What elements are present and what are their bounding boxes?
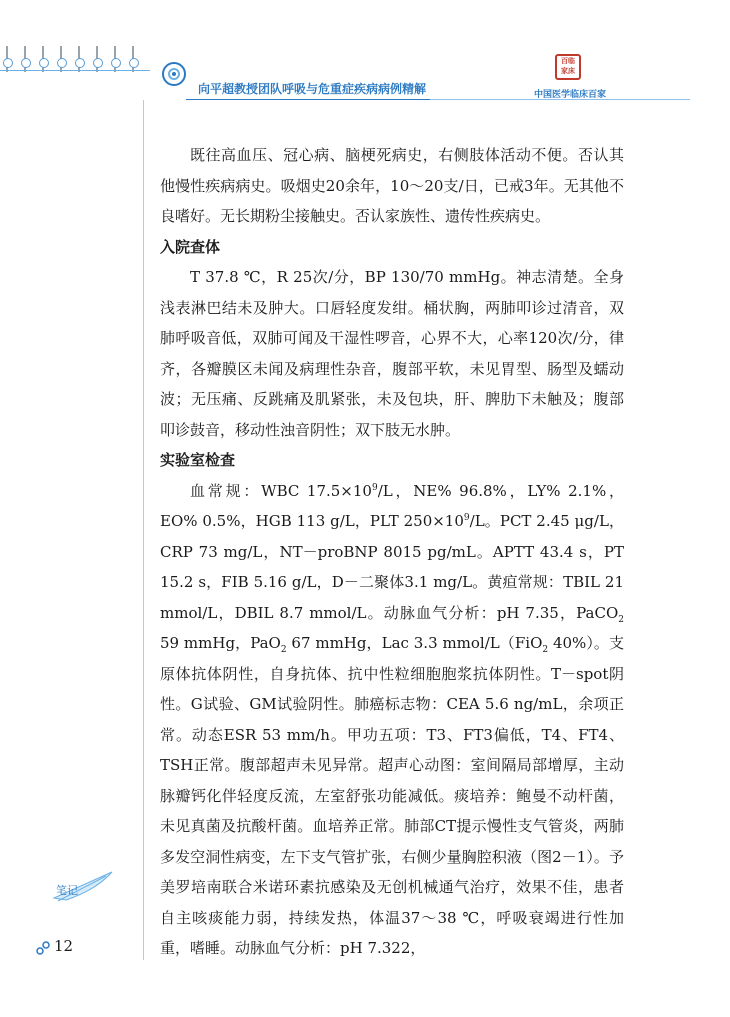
exam-heading: 入院查体 [160, 237, 221, 256]
series-name: 中国医学临床百家 [534, 90, 607, 100]
page-number: 12 [54, 937, 74, 955]
book-title: 向平超教授团队呼吸与危重症疾病病例精解 [198, 82, 427, 96]
lab-paragraph: 血常规：WBC $17.5\times 10^9/L$，NE% 96.8%，LY% 2.1%，EO% 0.5%，HGB 113 g/L，PLT $250\times 10^9/L$。PCT 2.45 μg/L，CRP 73 mg/L，NT－proBNP 8015 pg/mL。APTT 43.4 s，PT 15.2 s，FIB 5.16 g/L，D－二聚体3.1 mg/L。黄疸常规：TBIL 21 mmol/L，DBIL 8.7 mmol/L。动脉血气分析：pH 7.35，PaCO$_2$ 59 mmHg，PaO$_2$ 67 mmHg，Lac 3.3 mmol/L（FiO$_2$ 40%）。支原体抗体阴性，自身抗体、抗中性粒细胞胞浆抗体阴性。T－spot阴性。G试验、GM试验阴性。肺癌标志物：CEA 5.6 ng/mL，余项正常。动态ESR 53 mm/h。甲功五项：T3、FT3偏低，T4、FT4、TSH正常。腹部超声未见异常。超声心动图：室间隔局部增厚，主动脉瓣钙化伴轻度反流，左室舒张功能减低。痰培养：鲍曼不动杆菌，未见真菌及抗酸杆菌。血培养正常。肺部CT提示慢性支气管炎，两肺多发空洞性病变，左下支气管扩张，右侧少量胸腔积液（图2－1）。予美罗培南联合米诺环素抗感染及无创机械通气治疗，效果不佳，患者自主咳痰能力弱，持续发热，体温37～38 ℃，呼吸衰竭进行性加重，嗜睡。动脉血气分析：pH 7.322， [160, 481, 625, 957]
header-left-rule [0, 70, 150, 71]
page-body [160, 140, 624, 964]
book-logo-icon [160, 60, 188, 88]
binding-pins [0, 46, 150, 86]
margin-line [143, 100, 144, 960]
header-underline [186, 99, 430, 100]
notes-label: 笔记 [56, 884, 78, 897]
lab-heading: 实验室检查 [160, 451, 236, 469]
history-paragraph: 既往高血压、冠心病、脑梗死病史，右侧肢体活动不便。否认其他慢性疾病病史。吸烟史20余年，10～20支/日，已戒3年。无其他不良嗜好。无长期粉尘接触史。否认家族性、遗传性疾病史。 [160, 146, 624, 225]
notes-mark [46, 868, 118, 908]
exam-paragraph: T 37.8 ℃，R 25次/分，BP 130/70 mmHg。神志清楚。全身浅表淋巴结未及肿大。口唇轻度发绀。桶状胸，两肺叩诊过清音，双肺呼吸音低，双肺可闻及干湿性啰音，心界不大，心率120次/分，律齐，各瓣膜区未闻及病理性杂音，腹部平软，未见胃型、肠型及蠕动波；无压痛、反跳痛及肌紧张，未及包块，肝、脾肋下未触及；腹部叩诊鼓音，移动性浊音阴性；双下肢无水肿。 [160, 268, 624, 439]
page-ornament-icon [36, 941, 50, 955]
series-seal: 百临 家床 [555, 54, 581, 80]
